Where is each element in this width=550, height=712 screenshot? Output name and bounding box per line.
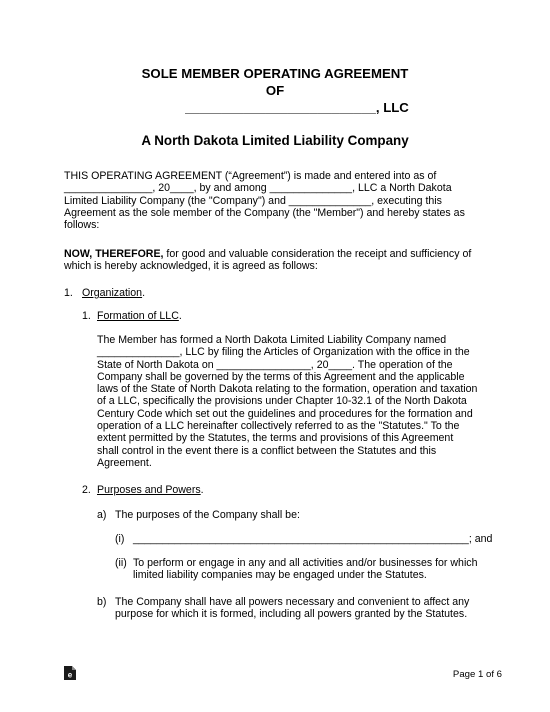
page-number: Page 1 of 6 <box>452 669 502 680</box>
formation-line: shall control in the event there is a conflict between the Statutes and this <box>97 444 437 457</box>
intro-paragraph <box>64 170 465 231</box>
company-name-blank: __________________________, LLC <box>185 100 409 115</box>
formation-paragraph <box>97 334 477 469</box>
now-therefore-line2: which is hereby acknowledged, it is agreed as follows: <box>64 260 318 273</box>
item-b-text: The Company shall have all powers necessary and convenient to affect any purpose for which it is formed, including all powers granted by the Statutes. <box>115 596 470 621</box>
formation-line: operation of a LLC hereinafter collectively referred to as the "Statutes." To the <box>97 420 460 433</box>
item-a-i-label: (i) <box>115 533 125 545</box>
formation-line: The Member has formed a North Dakota Limited Liability Company named <box>97 334 447 346</box>
svg-text:e: e <box>67 670 73 680</box>
section-1-1-heading: Formation of LLC. <box>97 310 182 322</box>
intro-line: Limited Liability Company (the "Company") and ______________, executing this <box>64 194 442 207</box>
intro-line: _______________, 20____, by and among ______________, LLC a North Dakota <box>64 182 452 195</box>
section-1-1-number: 1. <box>82 310 91 322</box>
document-title: SOLE MEMBER OPERATING AGREEMENT <box>141 66 409 81</box>
section-1-number: 1. <box>64 287 73 299</box>
formation-line: extent permitted by the Statutes, the terms and provisions of this Agreement <box>97 432 454 445</box>
section-1-heading: Organization. <box>82 287 146 299</box>
formation-line: ______________, LLC by filing the Articles of Organization with the office in the <box>97 346 470 359</box>
item-b-label: b) <box>97 596 107 608</box>
intro-line: THIS OPERATING AGREEMENT (“Agreement”) is made and entered into as of <box>64 170 437 182</box>
document-title-of: OF <box>265 83 285 98</box>
section-1-2-number: 2. <box>82 484 91 496</box>
now-therefore-text: for good and valuable consideration the receipt and sufficiency of <box>163 248 472 260</box>
formation-line: laws of the State of North Dakota relating to the formation, operation and taxation <box>97 383 478 396</box>
eforms-logo-icon <box>64 666 76 680</box>
purpose-blank-field: _________________________________________________________; and <box>133 533 493 545</box>
formation-line: Agreement. <box>97 456 152 469</box>
intro-line: Agreement as the sole member of the Company (the "Member") and hereby states as <box>64 206 465 219</box>
formation-line: Company shall be governed by the terms of this Agreement and the applicable <box>97 370 465 383</box>
now-therefore-bold: NOW, THEREFORE, <box>64 248 164 260</box>
document-subtitle: A North Dakota Limited Liability Company <box>141 133 409 148</box>
intro-line: follows: <box>64 219 100 232</box>
section-1-2-heading: Purposes and Powers. <box>97 484 204 496</box>
item-a-label: a) <box>97 509 107 521</box>
item-a-text: The purposes of the Company shall be: <box>115 509 300 521</box>
item-a-ii-label: (ii) <box>115 557 127 569</box>
now-therefore-paragraph <box>64 248 471 273</box>
formation-line: Century Code which set out the guidelines and procedures for the formation and <box>97 407 473 420</box>
formation-line: of a LLC, specifically the provisions under Chapter 10-32.1 of the North Dakota <box>97 395 467 408</box>
item-a-ii-text: To perform or engage in any and all activities and/or businesses for which limited liability companies may be engaged under the Statutes. <box>133 557 478 582</box>
formation-line: State of North Dakota on ________________, 20____. The operation of the <box>97 358 453 371</box>
